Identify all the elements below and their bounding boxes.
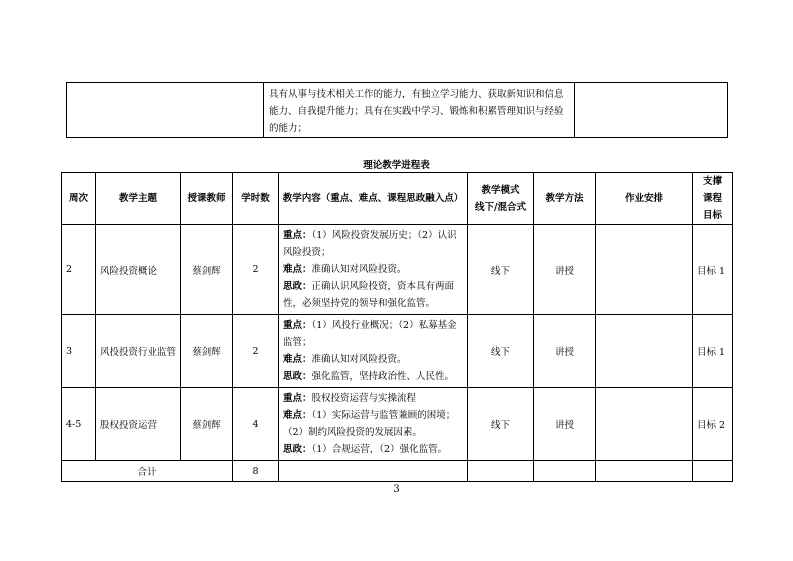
header-goal: 支撑课程目标 <box>693 173 733 225</box>
header-topic: 教学主题 <box>96 173 181 225</box>
header-week: 周次 <box>62 173 96 225</box>
row-teacher: 蔡剑辉 <box>181 388 233 461</box>
total-empty-cell <box>693 461 733 482</box>
row-goal: 目标 1 <box>693 315 733 388</box>
content-text: 股权投资运营与实操流程 <box>311 393 417 404</box>
row-homework <box>596 225 693 315</box>
header-mode-line1: 教学模式 <box>481 184 520 196</box>
header-mode-line2: 线下/混合式 <box>475 201 526 213</box>
content-text: 准确认知对风险投资。 <box>311 264 407 275</box>
content-text: （1）实际运营与监管兼顾的困境；（2）制约风险投资的发展因素。 <box>283 410 456 438</box>
header-mode <box>468 173 534 225</box>
row-hours: 4 <box>233 388 279 461</box>
header-content: 教学内容（重点、难点、课程思政融入点） <box>279 173 468 225</box>
row-week: 4-5 <box>62 388 96 461</box>
header-homework: 作业安排 <box>596 173 693 225</box>
row-content <box>279 315 468 388</box>
row-week: 2 <box>62 225 96 315</box>
row-mode: 线下 <box>468 315 534 388</box>
content-line <box>283 368 464 385</box>
row-content <box>279 388 468 461</box>
row-method: 讲授 <box>534 225 596 315</box>
objectives-text: 具有从事与技术相关工作的能力，有独立学习能力、获取新知识和信息能力、自我提升能力；具有在实践中学习、锻炼和积累管理知识与经验的能力； <box>269 89 564 134</box>
content-label: 难点： <box>283 354 312 365</box>
content-label: 思政： <box>283 281 312 292</box>
content-line <box>283 317 464 351</box>
row-week: 3 <box>62 315 96 388</box>
row-homework <box>596 388 693 461</box>
row-hours: 2 <box>233 225 279 315</box>
header-method: 教学方法 <box>534 173 596 225</box>
header-teacher: 授课教师 <box>181 173 233 225</box>
table-row <box>62 225 733 315</box>
row-homework <box>596 315 693 388</box>
row-mode: 线下 <box>468 388 534 461</box>
total-row <box>62 461 733 482</box>
row-topic: 风险投资概论 <box>96 225 181 315</box>
content-text: （1）合规运营，（2）强化监管。 <box>311 444 448 455</box>
content-text: （1）风投行业概况；（2）私募基金监管； <box>283 320 457 348</box>
content-text: （1）风险投资发展历史；（2）认识风险投资； <box>283 230 457 258</box>
content-text: 正确认识风险投资，资本具有两面性，必须坚持党的领导和强化监管。 <box>283 281 455 309</box>
content-label: 思政： <box>283 444 312 455</box>
objectives-right-cell <box>575 83 728 138</box>
theory-schedule-table <box>61 172 733 482</box>
total-hours: 8 <box>233 461 279 482</box>
content-label: 重点： <box>283 320 312 331</box>
content-line <box>283 227 464 261</box>
content-line <box>283 278 464 312</box>
total-empty-cell <box>279 461 468 482</box>
row-topic: 风投投资行业监管 <box>96 315 181 388</box>
row-hours: 2 <box>233 315 279 388</box>
content-line <box>283 441 464 458</box>
total-label: 合计 <box>62 461 233 482</box>
content-line <box>283 390 464 407</box>
header-hours: 学时数 <box>233 173 279 225</box>
content-label: 重点： <box>283 393 312 404</box>
content-line <box>283 261 464 278</box>
row-goal: 目标 2 <box>693 388 733 461</box>
total-empty-cell <box>596 461 693 482</box>
content-label: 思政： <box>283 371 312 382</box>
objectives-table-continuation <box>66 82 728 138</box>
content-text: 准确认知对风险投资。 <box>311 354 407 365</box>
row-mode: 线下 <box>468 225 534 315</box>
total-empty-cell <box>534 461 596 482</box>
row-goal: 目标 1 <box>693 225 733 315</box>
content-label: 重点： <box>283 230 312 241</box>
row-method: 讲授 <box>534 315 596 388</box>
header-row <box>62 173 733 225</box>
row-teacher: 蔡剑辉 <box>181 225 233 315</box>
schedule-title: 理论教学进程表 <box>363 160 430 171</box>
objectives-left-cell <box>67 83 264 138</box>
row-method: 讲授 <box>534 388 596 461</box>
objectives-text-cell <box>264 83 575 138</box>
table-row <box>62 388 733 461</box>
content-line <box>283 351 464 368</box>
row-topic: 股权投资运营 <box>96 388 181 461</box>
page-number: 3 <box>393 484 400 495</box>
content-line <box>283 407 464 441</box>
content-text: 强化监管，坚持政治性、人民性。 <box>311 371 455 382</box>
content-label: 难点： <box>283 410 312 421</box>
row-teacher: 蔡剑辉 <box>181 315 233 388</box>
content-label: 难点： <box>283 264 312 275</box>
table-row <box>62 315 733 388</box>
row-content <box>279 225 468 315</box>
total-empty-cell <box>468 461 534 482</box>
